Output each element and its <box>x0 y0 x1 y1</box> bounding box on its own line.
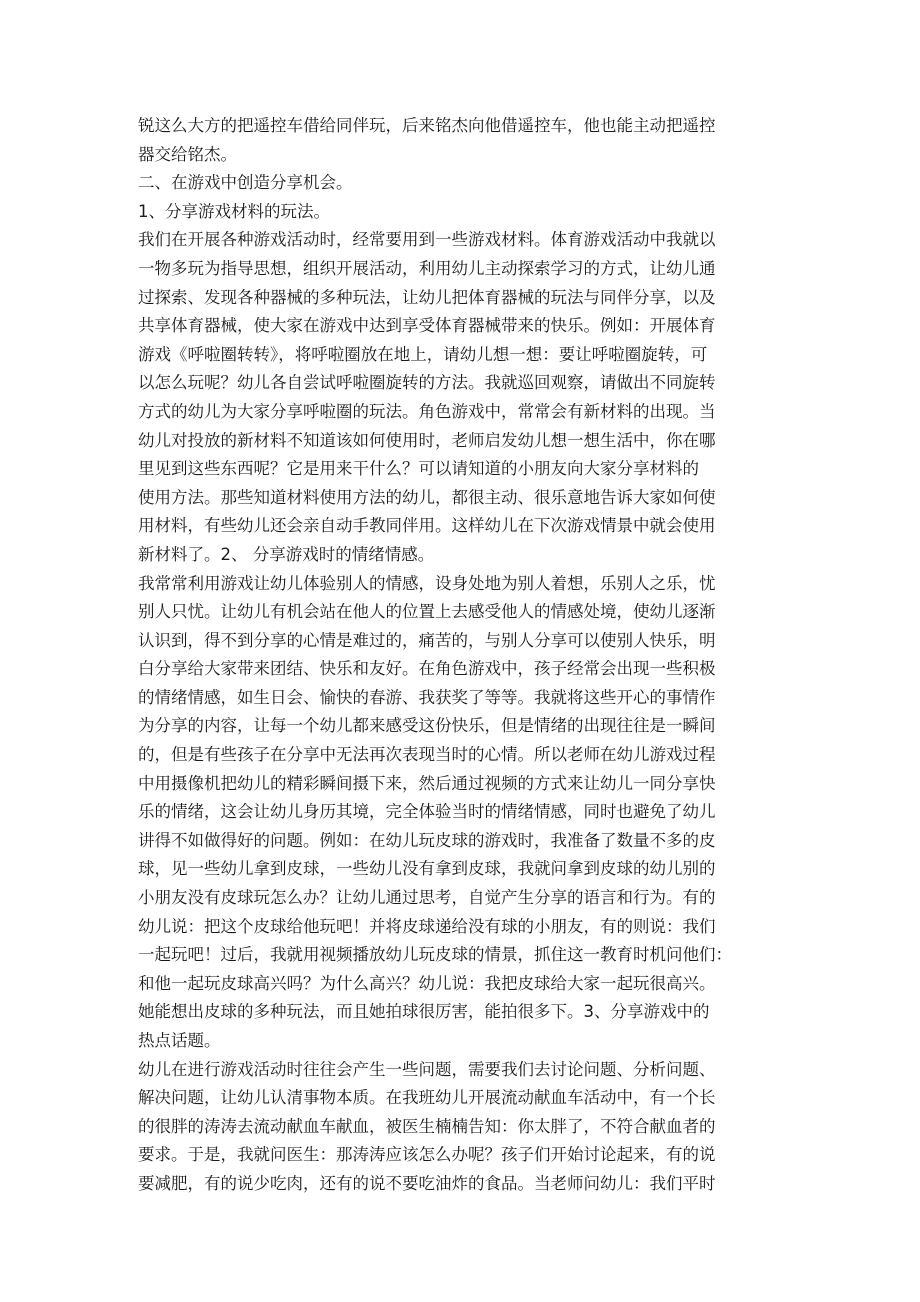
text-line: 幼儿对投放的新材料不知道该如何使用时，老师启发幼儿想一想生活中，你在哪 <box>138 430 716 450</box>
text-line: 器交给铭杰。 <box>138 144 237 164</box>
text-line: 解决问题，让幼儿认清事物本质。在我班幼儿开展流动献血车活动中，有一个长 <box>138 1088 716 1108</box>
text-line: 使用方法。那些知道材料使用方法的幼儿，都很主动、很乐意地告诉大家如何使 <box>138 487 716 507</box>
text-line: 新材料了。2、 分享游戏时的情绪情感。 <box>138 544 435 564</box>
text-line: 讲得不如做得好的问题。例如：在幼儿玩皮球的游戏时，我准备了数量不多的皮 <box>138 830 716 850</box>
text-line: 她能想出皮球的多种玩法，而且她拍球很厉害，能拍很多下。3、分享游戏中的 <box>138 1002 710 1022</box>
section-heading: 二、在游戏中创造分享机会。 <box>138 173 353 193</box>
text-line: 里见到这些东西呢？它是用来干什么？可以请知道的小朋友向大家分享材料的 <box>138 459 699 479</box>
text-line: 游戏《呼啦圈转转》，将呼啦圈放在地上，请幼儿想一想：要让呼啦圈旋转，可 <box>138 344 708 364</box>
text-line: 小朋友没有皮球玩怎么办？让幼儿通过思考，自觉产生分享的语言和行为。有的 <box>138 888 716 908</box>
subsection-heading: 1、分享游戏材料的玩法。 <box>138 201 330 221</box>
text-line: 和他一起玩皮球高兴吗？为什么高兴？幼儿说：我把皮球给大家一起玩很高兴。 <box>138 973 716 993</box>
text-line: 要减肥，有的说少吃肉，还有的说不要吃油炸的食品。当老师问幼儿：我们平时 <box>138 1173 716 1193</box>
text-line: 幼儿在进行游戏活动时往往会产生一些问题，需要我们去讨论问题、分析问题、 <box>138 1059 716 1079</box>
text-line: 认识到，得不到分享的心情是难过的，痛苦的，与别人分享可以使别人快乐，明 <box>138 630 716 650</box>
text-line: 一物多玩为指导思想，组织开展活动，利用幼儿主动探索学习的方式，让幼儿通 <box>138 258 716 278</box>
text-line: 白分享给大家带来团结、快乐和友好。在角色游戏中，孩子经常会出现一些积极 <box>138 659 716 679</box>
text-line: 球，见一些幼儿拿到皮球，一些幼儿没有拿到皮球，我就问拿到皮球的幼儿别的 <box>138 859 716 879</box>
text-line: 幼儿说：把这个皮球给他玩吧！并将皮球递给没有球的小朋友，有的则说：我们 <box>138 916 716 936</box>
text-line: 要求。于是，我就问医生：那涛涛应该怎么办呢？孩子们开始讨论起来，有的说 <box>138 1145 716 1165</box>
text-line: 乐的情绪，这会让幼儿身历其境，完全体验当时的情绪情感，同时也避免了幼儿 <box>138 802 716 822</box>
document-body <box>138 112 788 1199</box>
text-line: 别人只忧。让幼儿有机会站在他人的位置上去感受他人的情感处境，使幼儿逐渐 <box>138 602 716 622</box>
text-line: 我们在开展各种游戏活动时，经常要用到一些游戏材料。体育游戏活动中我就以 <box>138 230 716 250</box>
text-line: 我常常利用游戏让幼儿体验别人的情感，设身处地为别人着想，乐别人之乐，忧 <box>138 573 716 593</box>
text-line: 共享体育器械，使大家在游戏中达到享受体育器械带来的快乐。例如：开展体育 <box>138 316 716 336</box>
text-line: 方式的幼儿为大家分享呼啦圈的玩法。角色游戏中，常常会有新材料的出现。当 <box>138 401 716 421</box>
text-line: 的很胖的涛涛去流动献血车献血，被医生楠楠告知：你太胖了，不符合献血者的 <box>138 1116 716 1136</box>
text-line: 过探索、发现各种器械的多种玩法，让幼儿把体育器械的玩法与同伴分享，以及 <box>138 287 716 307</box>
text-line: 中用摄像机把幼儿的精彩瞬间摄下来，然后通过视频的方式来让幼儿一同分享快 <box>138 773 716 793</box>
text-line: 锐这么大方的把遥控车借给同伴玩，后来铭杰向他借遥控车，他也能主动把遥控 <box>138 116 716 135</box>
text-line: 的，但是有些孩子在分享中无法再次表现当时的心情。所以老师在幼儿游戏过程 <box>138 745 716 765</box>
text-line: 用材料，有些幼儿还会亲自动手教同伴用。这样幼儿在下次游戏情景中就会使用 <box>138 516 716 536</box>
text-line: 的情绪情感，如生日会、愉快的春游、我获奖了等等。我就将这些开心的事情作 <box>138 687 716 707</box>
text-line: 热点话题。 <box>138 1031 221 1050</box>
text-line: 为分享的内容，让每一个幼儿都来感受这份快乐，但是情绪的出现往往是一瞬间 <box>138 716 716 736</box>
text-line: 一起玩吧！过后，我就用视频播放幼儿玩皮球的情景，抓住这一教育时机问他们： <box>138 945 732 965</box>
text-line: 以怎么玩呢？幼儿各自尝试呼啦圈旋转的方法。我就巡回观察，请做出不同旋转 <box>138 373 716 393</box>
